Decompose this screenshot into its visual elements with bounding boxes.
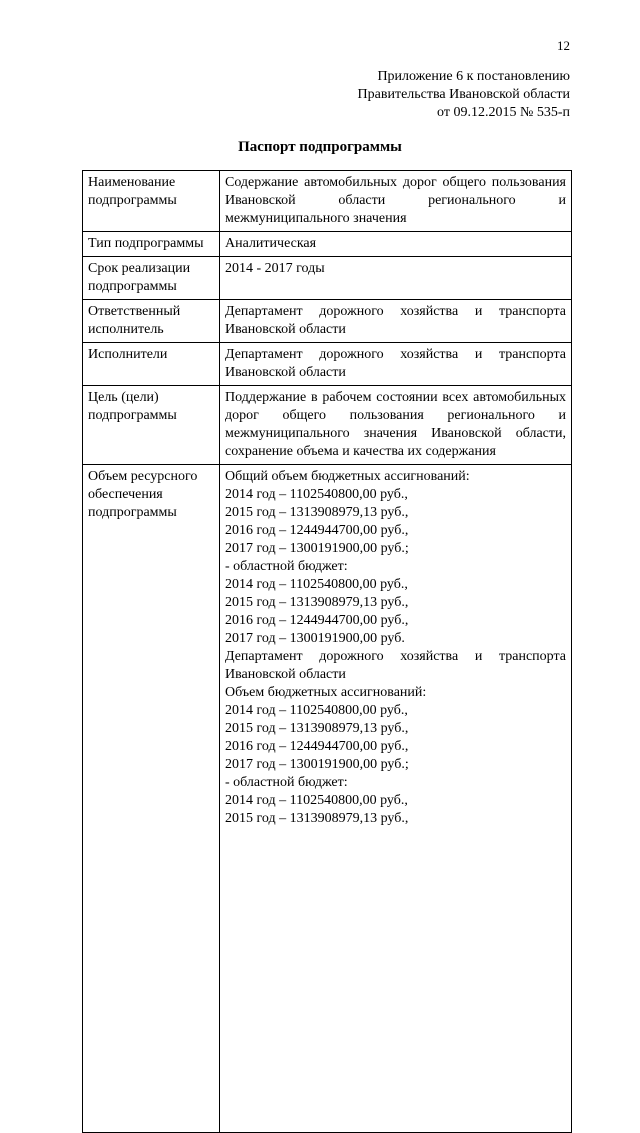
funding-line: 2014 год – 1102540800,00 руб., bbox=[225, 703, 408, 718]
row-label: Объем ресурсного обеспечения подпрограммы bbox=[83, 465, 220, 1133]
row-label: Тип подпрограммы bbox=[83, 232, 220, 257]
appendix-line-3: от 09.12.2015 № 535-п bbox=[437, 105, 570, 120]
row-label: Ответственный исполнитель bbox=[83, 300, 220, 343]
table-row bbox=[83, 343, 572, 386]
funding-line: 2015 год – 1313908979,13 руб., bbox=[225, 505, 409, 520]
row-value: Департамент дорожного хозяйства и транспорта Ивановской области bbox=[220, 300, 572, 343]
row-value: Поддержание в рабочем состоянии всех автомобильных дорог общего пользования регионального и межмуниципального значения Ивановской области, сохранение объема и качества их содержания bbox=[220, 386, 572, 465]
funding-line: Объем бюджетных ассигнований: bbox=[225, 685, 427, 700]
row-value: Аналитическая bbox=[220, 232, 572, 257]
funding-line: Общий объем бюджетных ассигнований: bbox=[225, 469, 470, 484]
funding-line: 2017 год – 1300191900,00 руб.; bbox=[225, 757, 409, 772]
funding-line: 2015 год – 1313908979,13 руб., bbox=[225, 721, 409, 736]
funding-line: 2014 год – 1102540800,00 руб., bbox=[225, 577, 408, 592]
row-value: Департамент дорожного хозяйства и транспорта Ивановской области bbox=[220, 343, 572, 386]
appendix-line-2: Правительства Ивановской области bbox=[357, 87, 570, 102]
row-label: Наименование подпрограммы bbox=[83, 171, 220, 232]
table-row bbox=[83, 300, 572, 343]
page-number: 12 bbox=[557, 38, 570, 53]
table-row bbox=[83, 171, 572, 232]
funding-line: - областной бюджет: bbox=[225, 775, 348, 790]
table-row bbox=[83, 257, 572, 300]
funding-line: 2015 год – 1313908979,13 руб., bbox=[225, 811, 409, 826]
funding-line: 2016 год – 1244944700,00 руб., bbox=[225, 523, 409, 538]
row-label: Срок реализации подпрограммы bbox=[83, 257, 220, 300]
row-value: 2014 - 2017 годы bbox=[220, 257, 572, 300]
funding-line: 2015 год – 1313908979,13 руб., bbox=[225, 595, 409, 610]
table-row bbox=[83, 386, 572, 465]
funding-line: 2014 год – 1102540800,00 руб., bbox=[225, 487, 408, 502]
funding-line: 2017 год – 1300191900,00 руб.; bbox=[225, 541, 409, 556]
appendix-header bbox=[358, 68, 570, 122]
appendix-line-1: Приложение 6 к постановлению bbox=[377, 69, 570, 84]
document-title: Паспорт подпрограммы bbox=[238, 139, 402, 155]
table-row-funding bbox=[83, 465, 572, 1133]
funding-line: Департамент дорожного хозяйства и транспорта Ивановской области bbox=[225, 649, 566, 682]
funding-line: 2017 год – 1300191900,00 руб. bbox=[225, 631, 405, 646]
row-value: Содержание автомобильных дорог общего пользования Ивановской области регионального и межмуниципального значения bbox=[220, 171, 572, 232]
funding-value bbox=[220, 465, 572, 1133]
funding-line: 2014 год – 1102540800,00 руб., bbox=[225, 793, 408, 808]
row-label: Исполнители bbox=[83, 343, 220, 386]
table-row bbox=[83, 232, 572, 257]
funding-line: - областной бюджет: bbox=[225, 559, 348, 574]
funding-line: 2016 год – 1244944700,00 руб., bbox=[225, 739, 409, 754]
funding-line: 2016 год – 1244944700,00 руб., bbox=[225, 613, 409, 628]
row-label: Цель (цели) подпрограммы bbox=[83, 386, 220, 465]
passport-table bbox=[82, 170, 572, 1133]
